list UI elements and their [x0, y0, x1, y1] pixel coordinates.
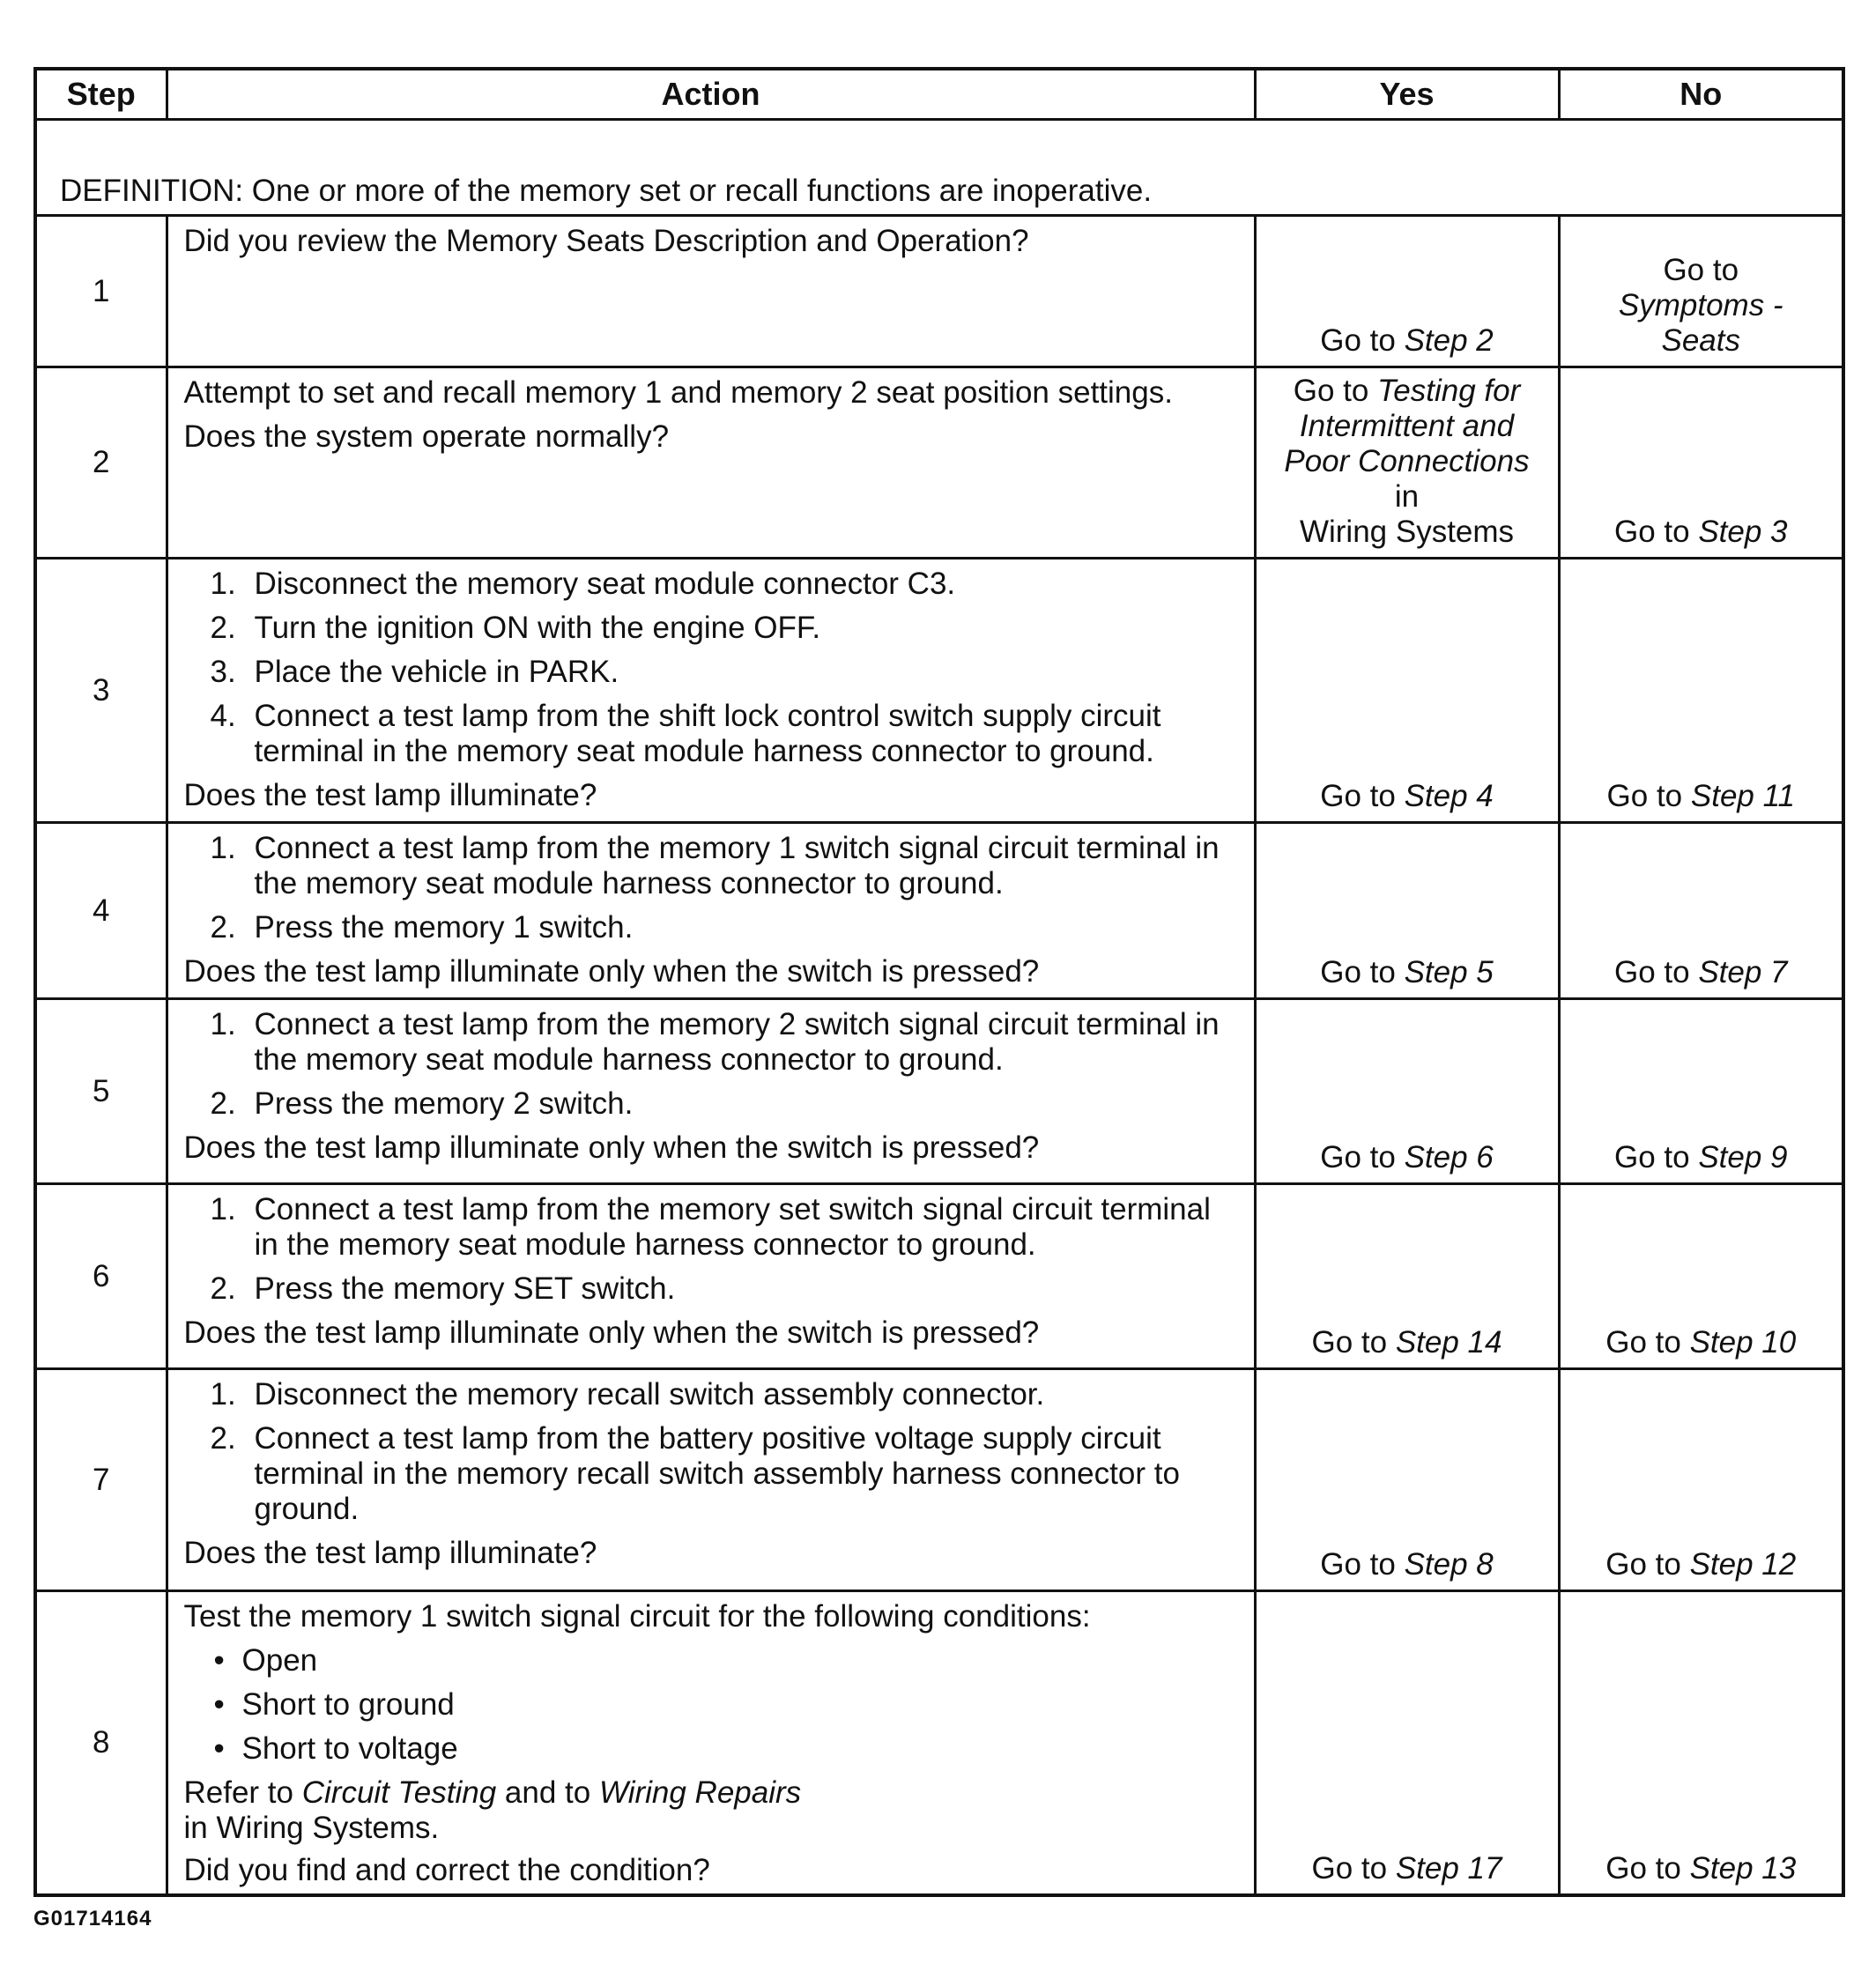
table-row	[35, 999, 1843, 1184]
no-cell	[1559, 999, 1843, 1184]
yes-step-link[interactable]: Step 17	[1395, 1851, 1502, 1886]
no-cell	[1559, 1369, 1843, 1591]
yes-cell	[1255, 216, 1559, 367]
figure-id: G01714164	[33, 1907, 152, 1930]
header-yes: Yes	[1255, 69, 1559, 120]
step-number: 5	[35, 999, 167, 1184]
table-row	[35, 1591, 1843, 1896]
table-row	[35, 823, 1843, 999]
table-row	[35, 559, 1843, 823]
step-number: 4	[35, 823, 167, 999]
header-row	[35, 69, 1843, 120]
yes-step-link[interactable]: Step 2	[1404, 323, 1494, 358]
list-item: 2. Turn the ignition ON with the engine OFF.	[210, 611, 821, 645]
header-step: Step	[35, 69, 167, 120]
yes-step-link[interactable]: Step 5	[1404, 955, 1494, 989]
yes-prefix: Go to	[1320, 323, 1405, 358]
bullet-icon: •	[213, 1643, 225, 1678]
step-question: Does the test lamp illuminate only when the switch is pressed?	[183, 954, 1040, 989]
no-step-link[interactable]: Step 3	[1698, 515, 1788, 549]
no-cell	[1559, 1591, 1843, 1896]
yes-cell	[1255, 1369, 1559, 1591]
list-item: 1. Connect a test lamp from the memory 1 switch signal circuit terminal in the memory seat module harness connector to ground.	[210, 831, 1220, 900]
no-cell	[1559, 1184, 1843, 1369]
yes-cell	[1255, 999, 1559, 1184]
yes-cell	[1255, 823, 1559, 999]
step-number: 8	[35, 1591, 167, 1896]
step-action	[167, 1184, 1255, 1369]
yes-cell	[1255, 367, 1559, 559]
yes-prefix: Go to	[1311, 1325, 1396, 1360]
step-list	[184, 831, 1238, 945]
no-step-link[interactable]: Step 7	[1698, 955, 1788, 989]
yes-prefix: Go to	[1320, 779, 1405, 813]
yes-step-link[interactable]: Step 8	[1404, 1547, 1494, 1582]
yes-prefix: Go to	[1320, 1140, 1405, 1175]
yes-link-line-2[interactable]: Intermittent and	[1299, 409, 1515, 443]
list-item: 2. Press the memory SET switch.	[210, 1271, 676, 1306]
step-question: Does the system operate normally?	[183, 419, 670, 454]
step-action	[167, 1591, 1255, 1896]
yes-cell	[1255, 1184, 1559, 1369]
step-number: 2	[35, 367, 167, 559]
no-step-link[interactable]: Step 12	[1689, 1547, 1797, 1582]
step-number: 6	[35, 1184, 167, 1369]
no-prefix: Go to	[1605, 1547, 1690, 1582]
yes-cell	[1255, 559, 1559, 823]
diagnostic-table	[33, 67, 1845, 1897]
yes-prefix: Go to	[1320, 1547, 1405, 1582]
list-item: 2. Press the memory 2 switch.	[210, 1086, 634, 1121]
list-item: 2. Press the memory 1 switch.	[210, 910, 634, 945]
step-question: Does the test lamp illuminate only when the switch is pressed?	[183, 1315, 1040, 1350]
no-prefix: Go to	[1613, 955, 1699, 989]
condition-list	[184, 1643, 1238, 1767]
diagnostic-table-container	[33, 67, 1842, 1897]
no-cell	[1559, 367, 1843, 559]
yes-step-link[interactable]: Step 4	[1404, 779, 1494, 813]
yes-suffix: Wiring Systems	[1299, 515, 1515, 549]
no-prefix: Go to	[1606, 779, 1691, 813]
no-link-line-2[interactable]: Symptoms -	[1618, 288, 1783, 322]
step-question: Does the test lamp illuminate only when the switch is pressed?	[183, 1130, 1040, 1165]
list-item: 4. Connect a test lamp from the shift lock control switch supply circuit terminal in the memory seat module harness connector to ground.	[210, 699, 1161, 768]
no-prefix: Go to	[1605, 1325, 1690, 1360]
step-action	[167, 559, 1255, 823]
table-row	[35, 1369, 1843, 1591]
step-list	[184, 1007, 1238, 1122]
yes-link-line-3[interactable]: Poor Connections	[1284, 444, 1530, 478]
step-instruction: Attempt to set and recall memory 1 and memory 2 seat position settings.	[183, 375, 1173, 410]
no-link-line-3[interactable]: Seats	[1661, 323, 1740, 358]
table-row	[35, 367, 1843, 559]
list-item: 1. Disconnect the memory recall switch assembly connector.	[210, 1377, 1045, 1412]
no-line-1: Go to	[1663, 253, 1739, 287]
no-prefix: Go to	[1613, 1140, 1699, 1175]
step-action	[167, 1369, 1255, 1591]
no-cell	[1559, 216, 1843, 367]
yes-step-link[interactable]: Step 14	[1395, 1325, 1502, 1360]
step-number: 1	[35, 216, 167, 367]
list-item: • Short to ground	[213, 1687, 455, 1722]
no-cell	[1559, 559, 1843, 823]
wiring-repairs-link[interactable]: Wiring Repairs	[598, 1775, 802, 1810]
list-item: 1. Connect a test lamp from the memory set switch signal circuit terminal in the memory seat module harness connector to ground.	[210, 1192, 1211, 1262]
step-list	[184, 1377, 1238, 1527]
definition-text: DEFINITION: One or more of the memory set or recall functions are inoperative.	[35, 120, 1843, 216]
step-list	[184, 567, 1238, 769]
list-item: • Short to voltage	[213, 1731, 458, 1766]
yes-prefix: Go to	[1311, 1851, 1396, 1886]
step-reference: Refer to Circuit Testing and to Wiring Repairs in Wiring Systems.	[183, 1775, 802, 1845]
no-prefix: Go to	[1613, 515, 1699, 549]
yes-in: in	[1394, 479, 1420, 514]
no-step-link[interactable]: Step 11	[1690, 779, 1795, 813]
step-question: Does the test lamp illuminate?	[183, 1536, 597, 1570]
list-item: 1. Disconnect the memory seat module connector C3.	[210, 567, 956, 601]
no-step-link[interactable]: Step 10	[1689, 1325, 1797, 1360]
step-question: Did you review the Memory Seats Description and Operation?	[183, 224, 1029, 258]
no-step-link[interactable]: Step 9	[1698, 1140, 1788, 1175]
header-action: Action	[167, 69, 1255, 120]
step-action	[167, 823, 1255, 999]
bullet-icon: •	[213, 1731, 225, 1766]
step-instruction: Test the memory 1 switch signal circuit for the following conditions:	[183, 1599, 1091, 1634]
list-item: 1. Connect a test lamp from the memory 2 switch signal circuit terminal in the memory seat module harness connector to ground.	[210, 1007, 1220, 1077]
step-number: 3	[35, 559, 167, 823]
no-prefix: Go to	[1605, 1851, 1690, 1886]
yes-cell	[1255, 1591, 1559, 1896]
step-question: Does the test lamp illuminate?	[183, 778, 597, 812]
table-row	[35, 1184, 1843, 1369]
definition-row	[35, 120, 1843, 216]
step-action	[167, 216, 1255, 367]
yes-link-line-1[interactable]: Testing for	[1377, 374, 1521, 408]
yes-step-link[interactable]: Step 6	[1404, 1140, 1494, 1175]
yes-prefix: Go to	[1320, 955, 1405, 989]
header-no: No	[1559, 69, 1843, 120]
no-step-link[interactable]: Step 13	[1689, 1851, 1797, 1886]
circuit-testing-link[interactable]: Circuit Testing	[301, 1775, 497, 1810]
yes-prefix: Go to	[1293, 374, 1378, 408]
list-item: 2. Connect a test lamp from the battery positive voltage supply circuit terminal in the memory recall switch assembly harness connector to ground.	[210, 1421, 1180, 1526]
step-action	[167, 367, 1255, 559]
bullet-icon: •	[213, 1687, 225, 1722]
table-row	[35, 216, 1843, 367]
list-item: • Open	[213, 1643, 318, 1678]
no-cell	[1559, 823, 1843, 999]
step-list	[184, 1192, 1238, 1307]
step-action	[167, 999, 1255, 1184]
list-item: 3. Place the vehicle in PARK.	[210, 655, 619, 689]
step-question: Did you find and correct the condition?	[183, 1853, 710, 1887]
step-number: 7	[35, 1369, 167, 1591]
